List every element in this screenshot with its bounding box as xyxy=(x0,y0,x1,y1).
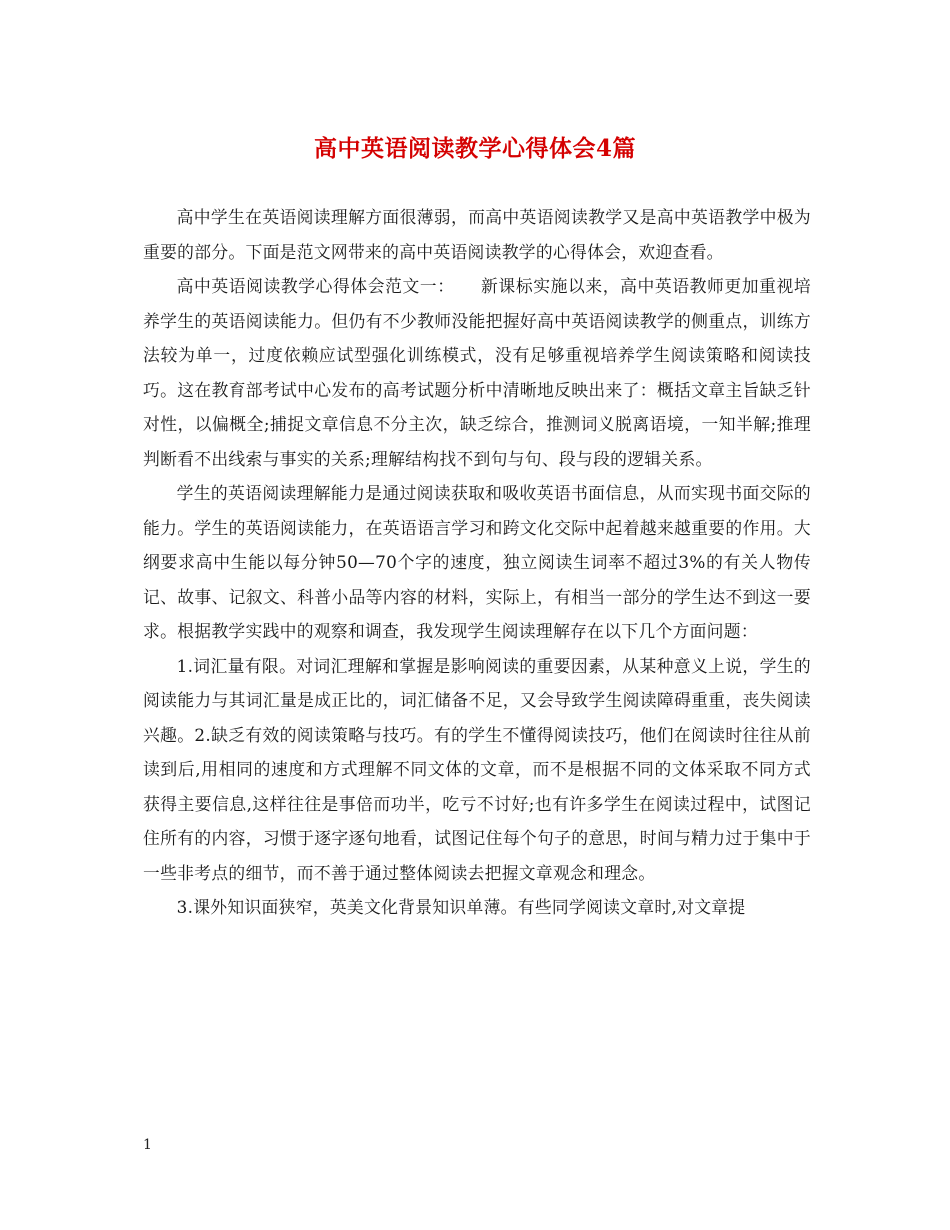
page-number: 1 xyxy=(143,1137,152,1153)
paragraph-problems-1-2: 1.词汇量有限。对词汇理解和掌握是影响阅读的重要因素，从某种意义上说，学生的阅读能力与其词汇量是成正比的，词汇储备不足，又会导致学生阅读障碍重重，丧失阅读兴趣。2.缺乏有效的阅读策略与技巧。有的学生不懂得阅读技巧，他们在阅读时往往从前读到后,用相同的速度和方式理解不同文体的文章，而不是根据不同的文体采取不同方式获得主要信息,这样往往是事倍而功半，吃亏不讨好;也有许多学生在阅读过程中，试图记住所有的内容，习惯于逐字逐句地看，试图记住每个句子的意思，时间与精力过于集中于一些非考点的细节，而不善于通过整体阅读去把握文章观念和理念。 xyxy=(143,655,811,883)
document-body xyxy=(143,200,811,925)
document-title: 高中英语阅读教学心得体会4篇 xyxy=(313,135,636,162)
paragraph-problem-3: 3.课外知识面狭窄，英美文化背景知识单薄。有些同学阅读文章时,对文章提 xyxy=(176,897,746,917)
paragraph-reading-ability: 学生的英语阅读理解能力是通过阅读获取和吸收英语书面信息，从而实现书面交际的能力。学生的英语阅读能力，在英语语言学习和跨文化交际中起着越来越重要的作用。大纲要求高中生能以每分钟50—70个字的速度，独立阅读生词率不超过3%的有关人物传记、故事、记叙文、科普小品等内容的材料，实际上，有相当一部分的学生达不到这一要求。根据教学实践中的观察和调查，我发现学生阅读理解存在以下几个方面问题： xyxy=(143,483,811,641)
paragraph-intro: 高中学生在英语阅读理解方面很薄弱，而高中英语阅读教学又是高中英语教学中极为重要的部分。下面是范文网带来的高中英语阅读教学的心得体会，欢迎查看。 xyxy=(143,207,811,262)
paragraph-sample-one: 高中英语阅读教学心得体会范文一： 新课标实施以来，高中英语教师更加重视培养学生的英语阅读能力。但仍有不少教师没能把握好高中英语阅读教学的侧重点，训练方法较为单一，过度依赖应试型强化训练模式，没有足够重视培养学生阅读策略和阅读技巧。这在教育部考试中心发布的高考试题分析中清晰地反映出来了：概括文章主旨缺乏针对性，以偏概全;捕捉文章信息不分主次，缺乏综合，推测词义脱离语境，一知半解;推理判断看不出线索与事实的关系;理解结构找不到句与句、段与段的逻辑关系。 xyxy=(143,276,811,469)
